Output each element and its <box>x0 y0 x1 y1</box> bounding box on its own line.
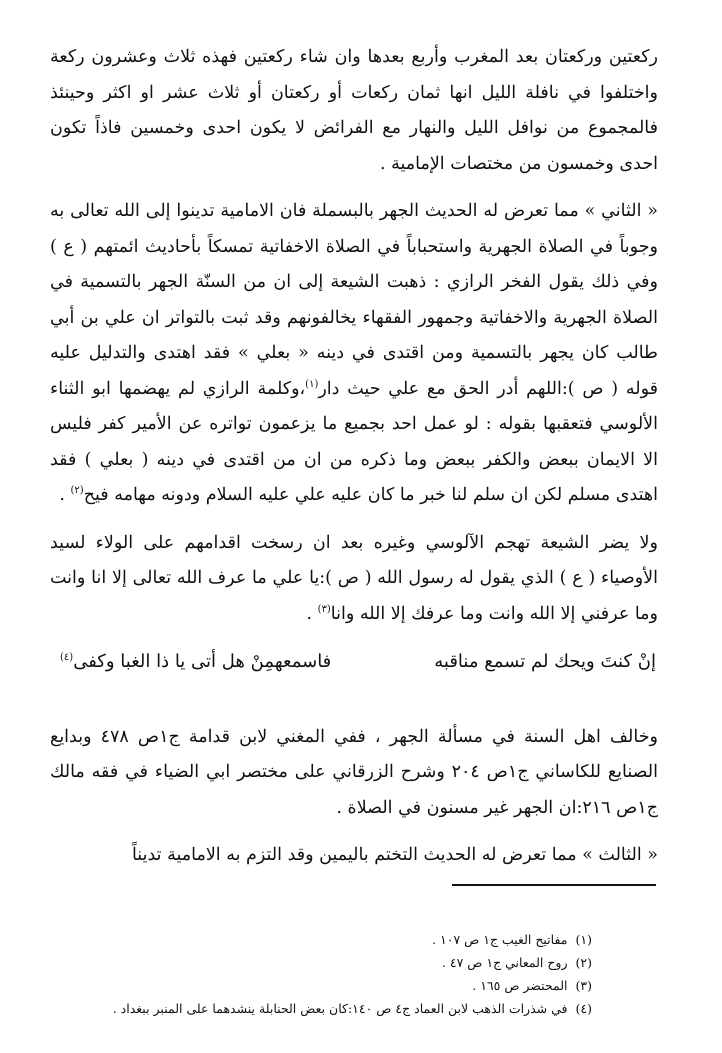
verse-second-hemistich <box>60 644 331 680</box>
footnote-ref-2: (٢) <box>70 485 84 497</box>
footnote-1 <box>110 928 592 951</box>
footnote-ref-1: (١) <box>305 378 319 390</box>
footnote-ref-3: (٣) <box>317 603 331 615</box>
paragraph-4: وخالف اهل السنة في مسألة الجهر ، ففي المغني لابن قدامة ج١ص ٤٧٨ وبدايع الصنايع للكاساني ج١ص ٢٠٤ وشرح الزرقاني على مختصر ابي الضياء في فقه مالك ج١ص ٢١٦:ان الجهر غير مسنون في الصلاة . <box>50 726 658 818</box>
footnote-2 <box>110 951 592 974</box>
footnote-ref-4: (٤) <box>60 652 74 663</box>
footnote-4-number: (٤) <box>575 1001 592 1016</box>
footnotes-list <box>110 928 592 1020</box>
footnote-1-number: (١) <box>575 932 592 947</box>
footnote-2-text: روح المعاني ج١ ص ٤٧ . <box>441 955 568 970</box>
verse-first-hemistich: إنْ كنتَ ويحك لم تسمع مناقبه <box>434 651 656 672</box>
footnote-3-text: المحتضر ص ١٦٥ . <box>472 978 568 993</box>
paragraph-2 <box>50 194 658 514</box>
footnote-4-text: في شذرات الذهب لابن العماد ج٤ ص ١٤٠:كان بعض الحنابلة ينشدهما على المنبر ببغداد . <box>112 1001 568 1016</box>
footnote-3 <box>110 974 592 997</box>
paragraph-2-end: . <box>59 485 71 505</box>
paragraph-3-text: ولا يضر الشيعة تهجم الآلوسي وغيره بعد ان رسخت اقدامهم على الولاء لسيد الأوصياء ( ع ) الذي يقول له رسول الله ( ص ):يا علي ما عرف الله تعالى إلا انا وانت وما عرفني إلا الله وانت وما عرفك إلا الله وانا <box>50 532 658 624</box>
verse-second-hemistich-text: فاسمعهمِنْ هل أتى يا ذا الغبا وكفى <box>73 651 332 672</box>
footnote-separator <box>452 884 656 886</box>
footnote-4 <box>110 997 592 1020</box>
footnote-3-number: (٣) <box>575 978 592 993</box>
paragraph-3-end: . <box>306 603 318 624</box>
poetry-verse <box>50 644 658 680</box>
paragraph-3 <box>50 526 658 633</box>
footnote-1-text: مفاتيح الغيب ج١ ص ١٠٧ . <box>432 932 568 947</box>
paragraph-2-text: « الثاني » مما تعرض له الحديث الجهر بالبسملة فان الامامية تدينوا إلى الله تعالى به وجوباً في الصلاة الجهرية واستحباباً في الصلاة الاخفاتية تمسكاً بأحاديث ائمتهم ( ع ) وفي ذلك يقول الفخر الرازي : ذهبت الشيعة إلى ان من السنّة الجهر بالتسمية في الصلاة الجهرية والاخفاتية وجمهور الفقهاء يخالفونهم وقد ثبت بالتواتر ان علي بن أبي طالب كان يجهر بالتسمية ومن اقتدى في دينه « بعلي » فقد اهتدى والتدليل عليه قوله ( ص ):اللهم أدر الحق مع علي حيث دار <box>50 201 658 399</box>
paragraph-1: ركعتين وركعتان بعد المغرب وأربع بعدها وان شاء ركعتين فهذه ثلاث وعشرون ركعة واختلفوا في نافلة الليل انها ثمان ركعات أو ركعتان أو ثلاث عشر او اكثر وحينئذ فالمجموع من نوافل الليل والنهار مع الفرائض لا يكون احدى وخمسين فاذاً تكون احدى وخمسون من مختصات الإمامية . <box>50 47 658 174</box>
main-text <box>50 40 658 874</box>
paragraph-5: « الثالث » مما تعرض له الحديث التختم باليمين وقد التزم به الامامية تديناً <box>131 845 658 865</box>
paragraph-2-continued: ،وكلمة الرازي لم يهضمها ابو الثناء الألوسي فتعقبها بقوله : لو عمل احد بجميع ما يزعمون تواتره عن الأمير كفر فليس الا الايمان ببعض والكفر ببعض وما ذكره من ان من اقتدى في دينه ( بعلي ) فقد اهتدى مسلم لكن ان سلم لنا خبر ما كان عليه علي عليه السلام ودونه مهامه فيح <box>50 378 658 505</box>
footnote-2-number: (٢) <box>575 955 592 970</box>
